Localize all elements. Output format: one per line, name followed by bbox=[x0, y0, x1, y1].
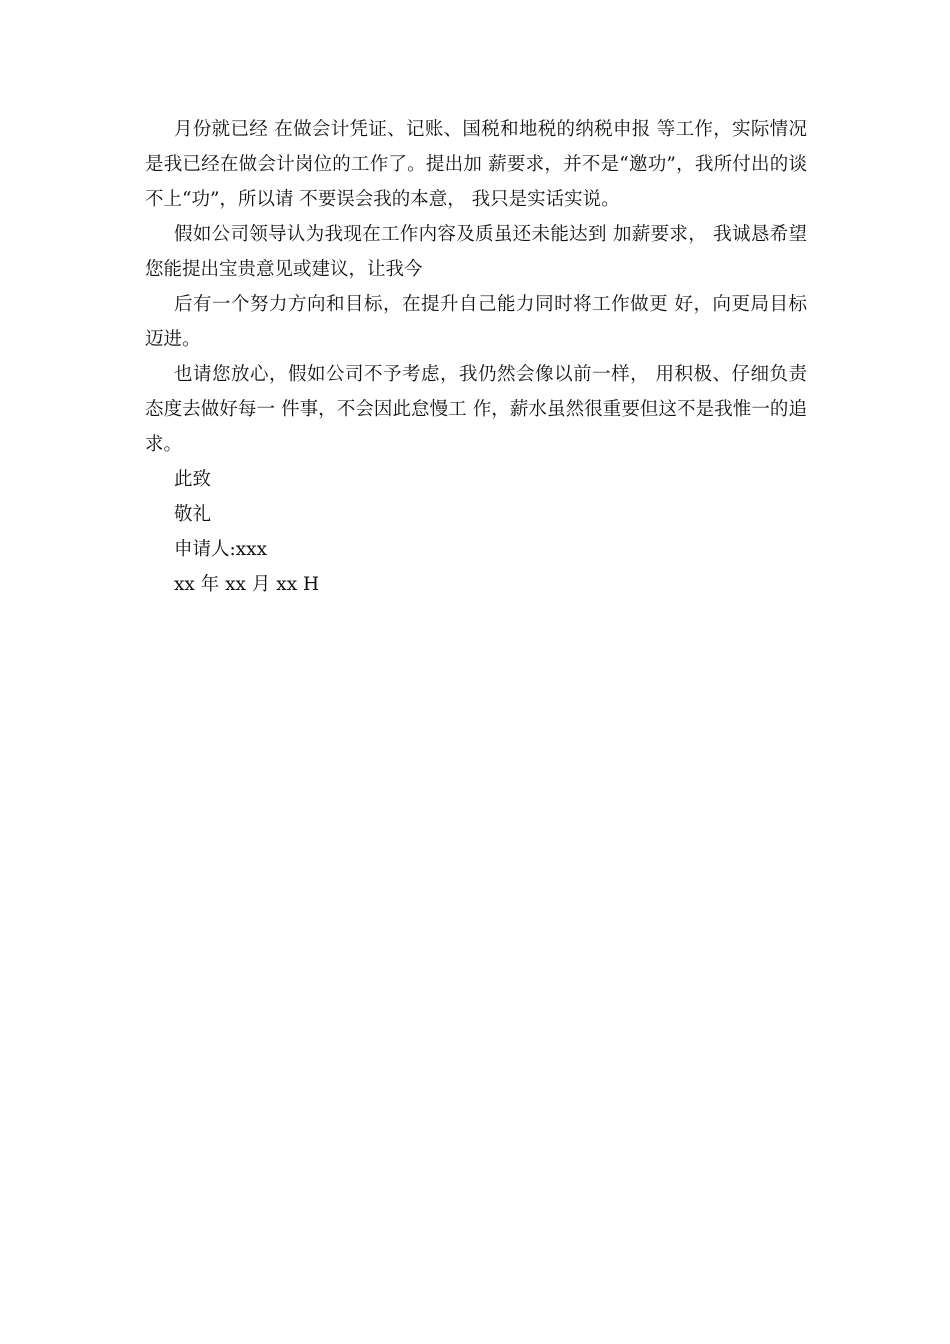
applicant-signature: 申请人:xxx bbox=[174, 539, 268, 560]
paragraph-work-description: 月份就已经 在做会计凭证、记账、国税和地税的纳税申报 等工作，实际情况是我已经在做会计岗位的工作了。提出加 薪要求，并不是“邀功”，我所付出的谈不上“功”，所以请 不要误会我的本意， 我只是实话实说。 bbox=[145, 119, 807, 210]
paragraph-goal: 后有一个努力方向和目标，在提升自己能力同时将工作做更 好，向更局目标迈进。 bbox=[145, 294, 807, 350]
paragraph-assurance: 也请您放心，假如公司不予考虑，我仍然会像以前一样， 用积极、仔细负责态度去做好每一 件事，不会因此怠慢工 作，薪水虽然很重要但这不是我惟一的追求。 bbox=[145, 364, 807, 455]
paragraph-request-feedback: 假如公司领导认为我现在工作内容及质虽还未能达到 加薪要求， 我诚恳希望您能提出宝贵意见或建议，让我今 bbox=[145, 224, 807, 280]
letter-date: xx 年 xx 月 xx H bbox=[174, 574, 320, 595]
closing-salutation-2: 敬礼 bbox=[174, 504, 212, 525]
closing-salutation-1: 此致 bbox=[174, 469, 212, 490]
letter-body bbox=[145, 112, 807, 602]
